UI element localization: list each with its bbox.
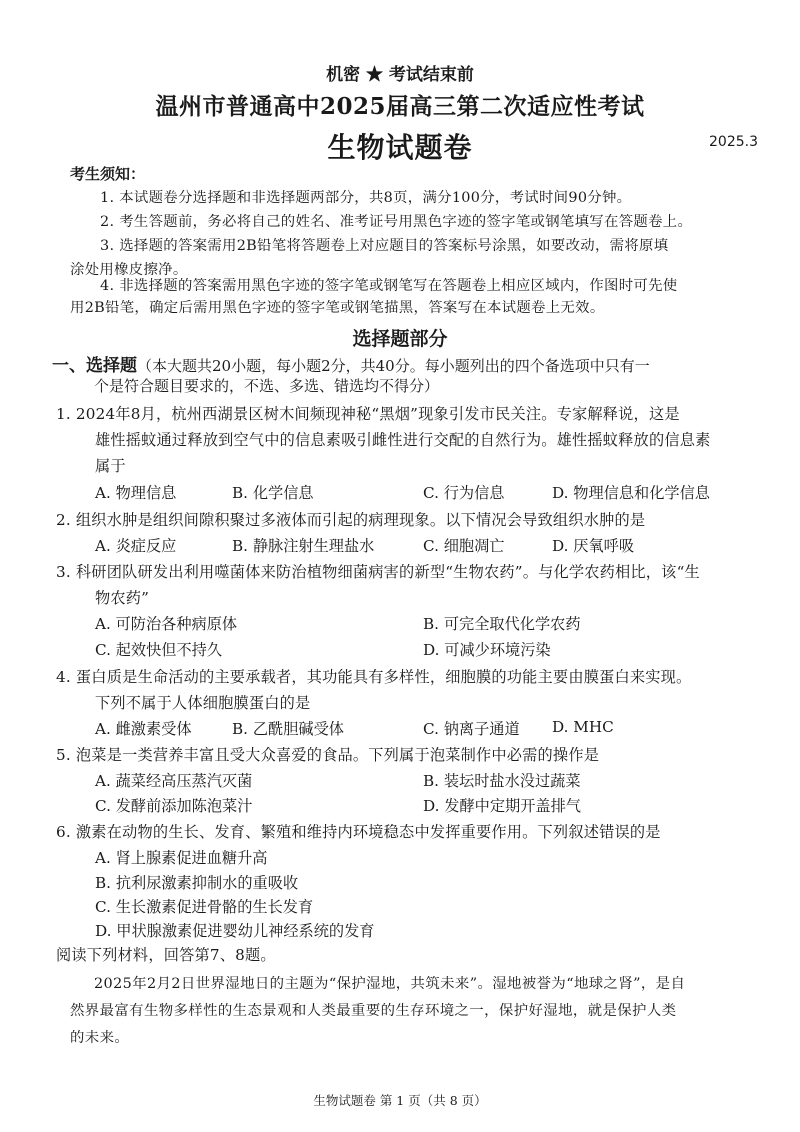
question-4-line: 下列不属于人体细胞膜蛋白的是 — [95, 694, 311, 712]
question-5-option-a: A. 蔬菜经高压蒸汽灭菌 — [95, 772, 253, 790]
question-6-option-b: B. 抗利尿激素抑制水的重吸收 — [95, 874, 299, 892]
question-1-line: 1. 2024年8月，杭州西湖景区树木间频现神秘“黑烟”现象引发市民关注。专家解释说，这是 — [56, 405, 680, 423]
question-6-line: 6. 激素在动物的生长、发育、繁殖和维持内环境稳态中发挥重要作用。下列叙述错误的是 — [56, 823, 661, 841]
part-heading — [52, 351, 650, 376]
question-5-option-c: C. 发酵前添加陈泡菜汁 — [95, 797, 253, 815]
notice-line: 3. 选择题的答案需用2B铅笔将答题卷上对应题目的答案标号涂黑，如要改动，需将原填 — [100, 238, 669, 254]
question-2-option-c: C. 细胞凋亡 — [423, 537, 505, 555]
question-4-option-d: D. MHC — [552, 718, 614, 736]
question-4-option-a: A. 雌激素受体 — [95, 720, 192, 738]
part-description-cont: 个是符合题目要求的，不选、多选、错选均不得分） — [94, 377, 440, 395]
material-intro: 阅读下列材料，回答第7、8题。 — [56, 946, 276, 964]
question-2-line: 2. 组织水肿是组织间隙积聚过多液体而引起的病理现象。以下情况会导致组织水肿的是 — [56, 511, 646, 529]
question-4-line: 4. 蛋白质是生命活动的主要承载者，其功能具有多样性，细胞膜的功能主要由膜蛋白来实现。 — [56, 668, 692, 686]
question-3-line: 物农药” — [95, 589, 150, 607]
question-3-option-a: A. 可防治各种病原体 — [95, 615, 238, 633]
confidential-label: 机密 ★ 考试结束前 — [326, 65, 474, 85]
question-1-option-c: C. 行为信息 — [423, 484, 505, 502]
notice-line: 涂处用橡皮擦净。 — [70, 262, 188, 278]
exam-date: 2025.3 — [709, 134, 758, 150]
question-1-option-b: B. 化学信息 — [232, 484, 314, 502]
question-4-option-b: B. 乙酰胆碱受体 — [232, 720, 344, 738]
part-title: 一、选择题 — [52, 356, 137, 376]
question-4-option-c: C. 钠离子通道 — [423, 720, 520, 738]
material-line: 的未来。 — [70, 1030, 130, 1046]
part-description: （本大题共20小题，每小题2分，共40分。每小题列出的四个备选项中只有一 — [137, 357, 650, 375]
notice-line: 用2B铅笔，确定后需用黑色字迹的签字笔或钢笔描黑，答案写在本试题卷上无效。 — [70, 300, 605, 316]
question-3-line: 3. 科研团队研发出利用噬菌体来防治植物细菌病害的新型“生物农药”。与化学农药相比，该“生 — [56, 563, 700, 581]
question-1-option-a: A. 物理信息 — [95, 484, 177, 502]
question-3-option-c: C. 起效快但不持久 — [95, 641, 223, 659]
question-6-option-c: C. 生长激素促进骨骼的生长发育 — [95, 898, 314, 916]
question-6-option-a: A. 肾上腺素促进血糖升高 — [95, 849, 268, 867]
question-3-option-d: D. 可减少环境污染 — [423, 641, 551, 659]
notice-line: 4. 非选择题的答案需用黑色字迹的签字笔或钢笔写在答题卷上相应区域内，作图时可先使 — [100, 278, 678, 294]
page-footer: 生物试题卷 第 1 页（共 8 页） — [313, 1093, 487, 1108]
notice-line: 2. 考生答题前，务必将自己的姓名、准考证号用黑色字迹的签字笔或钢笔填写在答题卷上。 — [100, 214, 693, 230]
question-1-line: 属于 — [95, 457, 126, 475]
paper-subtitle: 生物试题卷 — [327, 131, 473, 164]
material-line: 2025年2月2日世界湿地日的主题为“保护湿地，共筑未来”。湿地被誉为“地球之肾”，是自 — [94, 976, 686, 992]
question-3-option-b: B. 可完全取代化学农药 — [423, 615, 581, 633]
question-1-option-d: D. 物理信息和化学信息 — [552, 484, 710, 502]
question-2-option-a: A. 炎症反应 — [95, 537, 177, 555]
question-5-option-d: D. 发酵中定期开盖排气 — [423, 797, 581, 815]
notice-heading: 考生须知： — [70, 165, 146, 183]
question-2-option-d: D. 厌氧呼吸 — [552, 537, 635, 555]
question-2-option-b: B. 静脉注射生理盐水 — [232, 537, 375, 555]
material-line: 然界最富有生物多样性的生态景观和人类最重要的生存环境之一，保护好湿地，就是保护人类 — [70, 1003, 677, 1019]
question-5-line: 5. 泡菜是一类营养丰富且受大众喜爱的食品。下列属于泡菜制作中必需的操作是 — [56, 746, 600, 764]
notice-line: 1. 本试题卷分选择题和非选择题两部分，共8页，满分100分，考试时间90分钟。 — [100, 190, 632, 206]
exam-title: 温州市普通高中2025届高三第二次适应性考试 — [155, 93, 645, 120]
question-5-option-b: B. 装坛时盐水没过蔬菜 — [423, 772, 581, 790]
question-6-option-d: D. 甲状腺激素促进婴幼儿神经系统的发育 — [95, 922, 375, 940]
section-heading: 选择题部分 — [352, 328, 448, 350]
question-1-line: 雄性摇蚊通过释放到空气中的信息素吸引雌性进行交配的自然行为。雄性摇蚊释放的信息素 — [95, 431, 711, 449]
